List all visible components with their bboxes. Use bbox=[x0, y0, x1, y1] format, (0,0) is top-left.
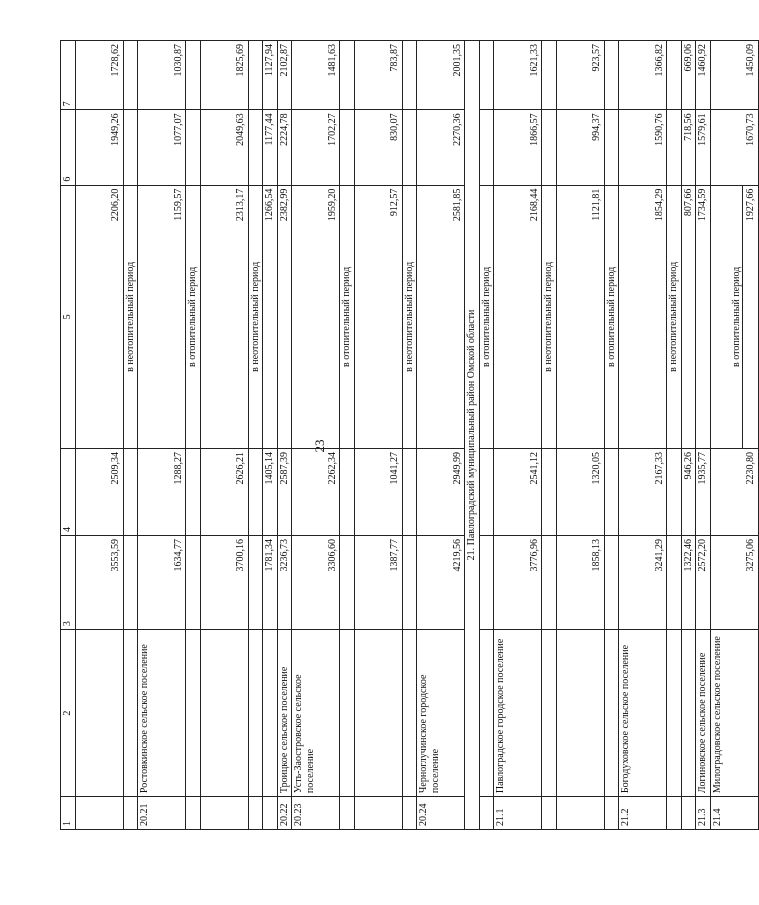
header-cell: 1 bbox=[61, 797, 76, 830]
value-cell: 994,37 bbox=[556, 110, 604, 185]
row-number bbox=[75, 797, 123, 830]
row-number: 20.21 bbox=[138, 797, 186, 830]
value-cell: 1670,73 bbox=[710, 110, 758, 185]
table-row bbox=[710, 41, 758, 830]
settlement-name: Логиновское сельское поселение bbox=[696, 630, 711, 797]
value-cell: 1041,27 bbox=[354, 449, 402, 536]
tariff-table-rotated bbox=[60, 40, 756, 830]
value-cell: 1579,61 bbox=[696, 110, 711, 185]
period-label: в неотопительный период bbox=[667, 185, 682, 448]
settlement-name: Павлоградское городское поселение bbox=[494, 630, 542, 797]
value-cell: 2001,35 bbox=[417, 41, 465, 110]
row-number bbox=[354, 797, 402, 830]
settlement-name bbox=[681, 630, 696, 797]
period-label: в неотопительный период bbox=[123, 185, 138, 448]
value-cell: 1634,77 bbox=[138, 536, 186, 630]
value-cell: 1450,09 bbox=[710, 41, 758, 110]
value-cell: 3306,60 bbox=[292, 536, 340, 630]
row-number: 21.4 bbox=[710, 797, 758, 830]
value-cell: 2262,34 bbox=[292, 449, 340, 536]
value-cell: 2572,20 bbox=[696, 536, 711, 630]
period-label: в неотопительный период bbox=[402, 185, 417, 448]
period-row bbox=[340, 41, 355, 830]
value-cell: 3700,16 bbox=[200, 536, 248, 630]
row-number: 20.24 bbox=[417, 797, 465, 830]
value-cell: 1702,27 bbox=[292, 110, 340, 185]
value-cell: 912,57 bbox=[354, 185, 402, 448]
settlement-name bbox=[200, 630, 248, 797]
value-cell: 2224,78 bbox=[277, 110, 292, 185]
value-cell: 2541,12 bbox=[494, 449, 542, 536]
value-cell: 2206,20 bbox=[75, 185, 123, 448]
value-cell: 669,06 bbox=[681, 41, 696, 110]
table-row bbox=[619, 41, 667, 830]
value-cell: 1949,26 bbox=[75, 110, 123, 185]
row-number bbox=[681, 797, 696, 830]
value-cell: 1935,77 bbox=[696, 449, 711, 536]
period-label: в отопительный период bbox=[479, 185, 494, 448]
value-cell: 1825,69 bbox=[200, 41, 248, 110]
row-number bbox=[200, 797, 248, 830]
value-cell: 2168,44 bbox=[494, 185, 542, 448]
table-row bbox=[263, 41, 278, 830]
value-cell: 923,57 bbox=[556, 41, 604, 110]
row-number: 21.2 bbox=[619, 797, 667, 830]
value-cell: 2626,21 bbox=[200, 449, 248, 536]
period-label: в отопительный период bbox=[186, 185, 201, 448]
value-cell: 1288,27 bbox=[138, 449, 186, 536]
value-cell: 3236,73 bbox=[277, 536, 292, 630]
value-cell: 2049,63 bbox=[200, 110, 248, 185]
value-text: 1927,66 bbox=[745, 188, 756, 222]
settlement-name bbox=[556, 630, 604, 797]
value-cell: 1405,14 bbox=[263, 449, 278, 536]
value-cell: 1177,44 bbox=[263, 110, 278, 185]
value-cell: 2313,17 bbox=[200, 185, 248, 448]
header-cell: 2 bbox=[61, 630, 76, 797]
table-row bbox=[556, 41, 604, 830]
settlement-name: Троицкое сельское поселение bbox=[277, 630, 292, 797]
period-row bbox=[186, 41, 201, 830]
settlement-name: Богодуховское сельское поселение bbox=[619, 630, 667, 797]
table-row bbox=[200, 41, 248, 830]
value-cell: 2587,39 bbox=[277, 449, 292, 536]
settlement-name: Усть-Заостровское сельское поселение bbox=[292, 630, 340, 797]
value-cell: 807,66 bbox=[681, 185, 696, 448]
value-cell: 1728,62 bbox=[75, 41, 123, 110]
period-label: в отопительный период bbox=[604, 185, 619, 448]
value-cell: 1481,63 bbox=[292, 41, 340, 110]
settlement-name bbox=[75, 630, 123, 797]
value-cell: 718,56 bbox=[681, 110, 696, 185]
header-cell: 4 bbox=[61, 449, 76, 536]
settlement-name: Милоградовское сельское поселение bbox=[710, 630, 758, 797]
value-cell: 2382,99 bbox=[277, 185, 292, 448]
period-label: в отопительный период bbox=[731, 186, 744, 448]
value-cell: 2949,99 bbox=[417, 449, 465, 536]
tariff-table-container bbox=[60, 40, 756, 830]
value-cell: 1030,87 bbox=[138, 41, 186, 110]
value-cell: 3776,96 bbox=[494, 536, 542, 630]
value-cell: 1387,77 bbox=[354, 536, 402, 630]
value-cell: 783,87 bbox=[354, 41, 402, 110]
table-row bbox=[354, 41, 402, 830]
period-label: в неотопительный период bbox=[248, 185, 263, 448]
value-cell: 2509,34 bbox=[75, 449, 123, 536]
table-row bbox=[277, 41, 292, 830]
value-cell: 1858,13 bbox=[556, 536, 604, 630]
period-row bbox=[402, 41, 417, 830]
period-row bbox=[479, 41, 494, 830]
header-cell: 6 bbox=[61, 110, 76, 185]
value-cell: 1734,59 bbox=[696, 185, 711, 448]
period-label: в отопительный период bbox=[340, 185, 355, 448]
row-number: 21.1 bbox=[494, 797, 542, 830]
period-row bbox=[248, 41, 263, 830]
row-number: 20.23 bbox=[292, 797, 340, 830]
value-cell: 1127,94 bbox=[263, 41, 278, 110]
row-number bbox=[263, 797, 278, 830]
table-row bbox=[681, 41, 696, 830]
value-cell: 946,26 bbox=[681, 449, 696, 536]
table-row bbox=[138, 41, 186, 830]
value-cell: 1159,57 bbox=[138, 185, 186, 448]
row-number bbox=[556, 797, 604, 830]
value-cell: 1866,57 bbox=[494, 110, 542, 185]
value-cell: 1320,05 bbox=[556, 449, 604, 536]
table-row bbox=[75, 41, 123, 830]
header-cell: 7 bbox=[61, 41, 76, 110]
value-cell: 2581,85 bbox=[417, 185, 465, 448]
value-cell: 4219,56 bbox=[417, 536, 465, 630]
settlement-name bbox=[263, 630, 278, 797]
period-row bbox=[667, 41, 682, 830]
value-cell: 2167,33 bbox=[619, 449, 667, 536]
value-cell: 1621,33 bbox=[494, 41, 542, 110]
value-cell: 1590,76 bbox=[619, 110, 667, 185]
value-cell: 1460,92 bbox=[696, 41, 711, 110]
value-cell: 2270,36 bbox=[417, 110, 465, 185]
value-cell: 1121,81 bbox=[556, 185, 604, 448]
header-row bbox=[61, 41, 76, 830]
district-heading: 21. Павлоградский муниципальный район Омской области bbox=[465, 41, 480, 830]
value-cell: 3241,29 bbox=[619, 536, 667, 630]
settlement-name bbox=[354, 630, 402, 797]
value-cell: 2230,80 bbox=[710, 449, 758, 536]
tariff-table bbox=[60, 40, 759, 830]
table-row bbox=[417, 41, 465, 830]
value-cell: 1781,34 bbox=[263, 536, 278, 630]
period-label: в неотопительный период bbox=[542, 185, 557, 448]
table-row bbox=[494, 41, 542, 830]
value-cell: 830,07 bbox=[354, 110, 402, 185]
value-cell: 1959,20 bbox=[292, 185, 340, 448]
table-row bbox=[292, 41, 340, 830]
row-number: 20.22 bbox=[277, 797, 292, 830]
value-cell: 3553,59 bbox=[75, 536, 123, 630]
value-cell bbox=[710, 185, 758, 448]
period-row bbox=[604, 41, 619, 830]
period-row bbox=[123, 41, 138, 830]
table-row bbox=[696, 41, 711, 830]
period-row bbox=[542, 41, 557, 830]
settlement-name: Черноглучинское городское поселение bbox=[417, 630, 465, 797]
settlement-name: Ростовкинское сельское поселение bbox=[138, 630, 186, 797]
district-row bbox=[465, 41, 480, 830]
header-cell: 5 bbox=[61, 185, 76, 448]
header-cell: 3 bbox=[61, 536, 76, 630]
row-number: 21.3 bbox=[696, 797, 711, 830]
value-cell: 3275,06 bbox=[710, 536, 758, 630]
value-cell: 1322,46 bbox=[681, 536, 696, 630]
value-cell: 1077,07 bbox=[138, 110, 186, 185]
page-number: 23 bbox=[312, 439, 327, 453]
value-cell: 1366,82 bbox=[619, 41, 667, 110]
value-cell: 1854,29 bbox=[619, 185, 667, 448]
value-cell: 2102,87 bbox=[277, 41, 292, 110]
value-cell: 1266,54 bbox=[263, 185, 278, 448]
